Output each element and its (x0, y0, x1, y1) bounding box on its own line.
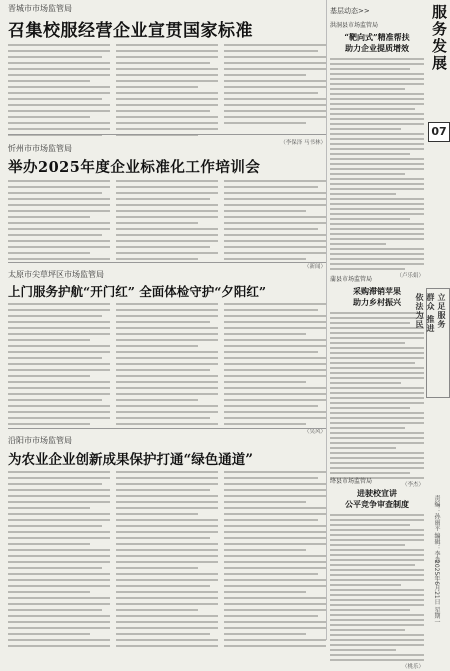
section-rail (415, 0, 450, 640)
side-item-1-org: 洪洞县市场监管局 (330, 22, 379, 29)
slogan-line-3: 依法为民 (415, 293, 424, 329)
article-3 (8, 270, 326, 435)
side-item-3-title-2: 公平竞争审查制度 (345, 499, 409, 509)
article-4-body (8, 471, 326, 651)
side-item-2 (330, 276, 424, 489)
article-1-title: 召集校服经营企业宣贯国家标准 (8, 21, 253, 41)
divider (8, 134, 326, 135)
side-item-2-org: 蒲县市场监管局 (330, 276, 373, 283)
article-3-body (8, 303, 326, 429)
article-4 (8, 436, 326, 638)
side-column (330, 0, 424, 670)
article-1 (8, 4, 326, 146)
divider (8, 262, 326, 263)
editor-credit: 责编：孙丽平 编辑：李淼 (433, 495, 440, 563)
side-item-3-byline: （桃乐） (401, 664, 424, 670)
article-3-title: 上门服务护航“开门红” 全面体检守护“夕阳红” (8, 284, 267, 299)
slogan-line-2: 群众 推进 (426, 293, 435, 333)
side-item-2-title-1: 采购滞销苹果 (353, 286, 401, 296)
article-1-byline: （李保泽 马书林） (280, 140, 326, 146)
section-title: 服务发展 (430, 4, 448, 72)
side-item-1-title-1: “靶向式”精准帮扶 (344, 32, 410, 42)
side-item-1-title-2: 助力企业提质增效 (345, 43, 409, 53)
main-column (8, 0, 326, 640)
article-2-bureau: 忻州市市场监管局 (8, 144, 72, 153)
side-item-2-title-2: 助力乡村振兴 (353, 297, 401, 307)
divider (8, 428, 326, 429)
section-header: 基层动态>> (330, 7, 370, 15)
slogan-box (415, 288, 450, 398)
article-3-byline: （吴风） (303, 429, 326, 435)
slogan-line-1: 立足服务 (437, 293, 446, 329)
side-item-3-title-1: 进驶校宣讲 (357, 488, 397, 498)
article-1-body (8, 44, 326, 140)
side-item-1 (330, 22, 424, 280)
article-2 (8, 144, 326, 270)
side-item-3-org: 绛县市场监管局 (330, 478, 373, 485)
side-item-3 (330, 478, 424, 671)
side-item-1-byline: （卢乐娟） (396, 273, 424, 279)
page-number: 07 (428, 122, 450, 142)
article-2-byline: （新闻） (303, 264, 326, 270)
article-4-bureau: 沿阳市市场监管局 (8, 436, 72, 445)
column-separator (326, 0, 327, 640)
article-2-body (8, 180, 326, 264)
article-1-bureau: 晋城市市场监管局 (8, 4, 72, 13)
article-2-title: 举办2025年度企业标准化工作培训会 (8, 159, 261, 176)
article-4-title: 为农业企业创新成果保护打通“绿色通道” (8, 452, 254, 468)
issue-date: 2025年6月21日 星期一 (433, 560, 440, 625)
side-item-2-byline: （李杰） (401, 482, 424, 488)
article-3-bureau: 太原市尖草坪区市场监管局 (8, 270, 104, 279)
